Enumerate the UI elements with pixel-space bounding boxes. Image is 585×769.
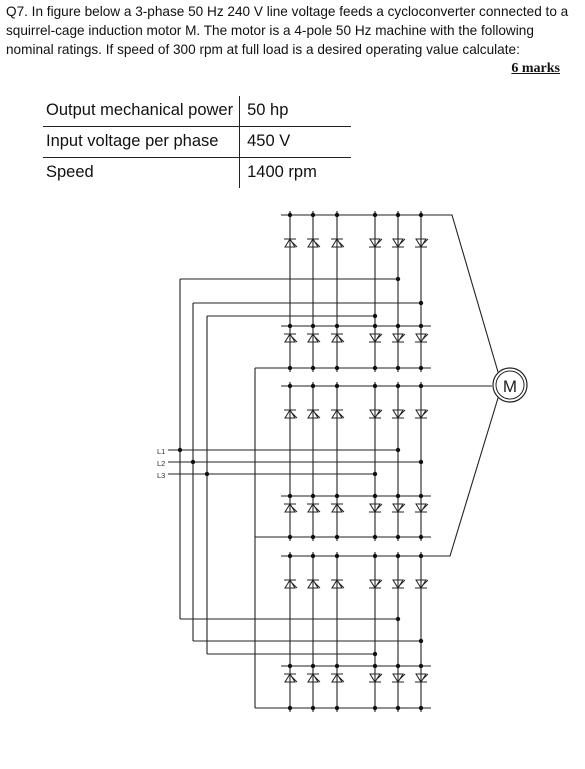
line-label-l3: L3 (157, 471, 166, 480)
junction-dot (191, 460, 195, 464)
junction-dot (419, 301, 423, 305)
junction-dot (396, 664, 400, 668)
junction-dot (311, 554, 315, 558)
junction-dot (373, 213, 377, 217)
junction-dot (419, 706, 423, 710)
thyristor-array (284, 239, 428, 682)
junction-dot (396, 384, 400, 388)
junction-dot (335, 366, 339, 370)
junction-dot (373, 554, 377, 558)
circuit-wires (168, 211, 498, 712)
junction-dot (288, 324, 292, 328)
junction-dot (335, 554, 339, 558)
junction-dot (373, 324, 377, 328)
junction-dot (419, 535, 423, 539)
junction-dot (335, 494, 339, 498)
junction-dot (335, 213, 339, 217)
junction-dot (311, 213, 315, 217)
junction-dot (288, 494, 292, 498)
junction-dot (373, 494, 377, 498)
junction-dot (335, 706, 339, 710)
junction-dot (419, 324, 423, 328)
junction-dot (419, 460, 423, 464)
junction-dot (396, 494, 400, 498)
junction-dot (396, 277, 400, 281)
junction-dot (396, 535, 400, 539)
junction-dot (288, 384, 292, 388)
junction-dot (311, 366, 315, 370)
junction-dot (178, 448, 182, 452)
junction-dot (373, 652, 377, 656)
junction-dot (311, 664, 315, 668)
junction-dot (288, 213, 292, 217)
junction-dot (396, 324, 400, 328)
rating-value: 50 hp (240, 96, 351, 127)
junction-dot (396, 366, 400, 370)
rating-label: Speed (46, 162, 94, 181)
junction-dot (311, 494, 315, 498)
junction-dot (311, 706, 315, 710)
rating-label: Output mechanical power (43, 96, 240, 127)
motor-label: M (502, 377, 518, 396)
junction-dot (311, 384, 315, 388)
junction-dot (373, 472, 377, 476)
rating-value: 1400 rpm (240, 158, 351, 189)
line-label-l1: L1 (157, 447, 166, 456)
rating-label: Input voltage per phase (43, 127, 240, 158)
junction-dot (288, 366, 292, 370)
junction-dot (335, 535, 339, 539)
junction-dot (373, 706, 377, 710)
junction-dot (419, 366, 423, 370)
line-label-l2: L2 (157, 459, 166, 468)
junction-dot (419, 384, 423, 388)
junction-dot (288, 554, 292, 558)
junction-dot (419, 494, 423, 498)
junction-dot (335, 664, 339, 668)
junction-dot (288, 664, 292, 668)
junction-dot (396, 213, 400, 217)
junction-dot (373, 366, 377, 370)
marks-label: 6 marks (511, 61, 560, 76)
junction-dot (335, 324, 339, 328)
junction-dot (373, 384, 377, 388)
junction-dot (373, 314, 377, 318)
junction-dot (396, 448, 400, 452)
junction-dot (311, 535, 315, 539)
junction-dot (288, 706, 292, 710)
junction-dot (419, 554, 423, 558)
junction-dot (288, 535, 292, 539)
junction-dot (373, 535, 377, 539)
junction-dot (205, 472, 209, 476)
rating-value: 450 V (240, 127, 351, 158)
junction-dot (311, 324, 315, 328)
junction-dot (335, 384, 339, 388)
junction-dot (419, 639, 423, 643)
junction-dot (419, 664, 423, 668)
junction-dot (373, 664, 377, 668)
junction-dot (396, 554, 400, 558)
question-text: Q7. In figure below a 3-phase 50 Hz 240 V line voltage feeds a cycloconverter connected to a squirrel-cage induction motor M. The motor is a 4-pole 50 Hz machine with the following nominal ratings. If speed of 300 rpm at full load is a desired operating value calculate: (6, 4, 569, 57)
junction-dot (396, 617, 400, 621)
junction-dot (396, 706, 400, 710)
junction-dot (419, 213, 423, 217)
